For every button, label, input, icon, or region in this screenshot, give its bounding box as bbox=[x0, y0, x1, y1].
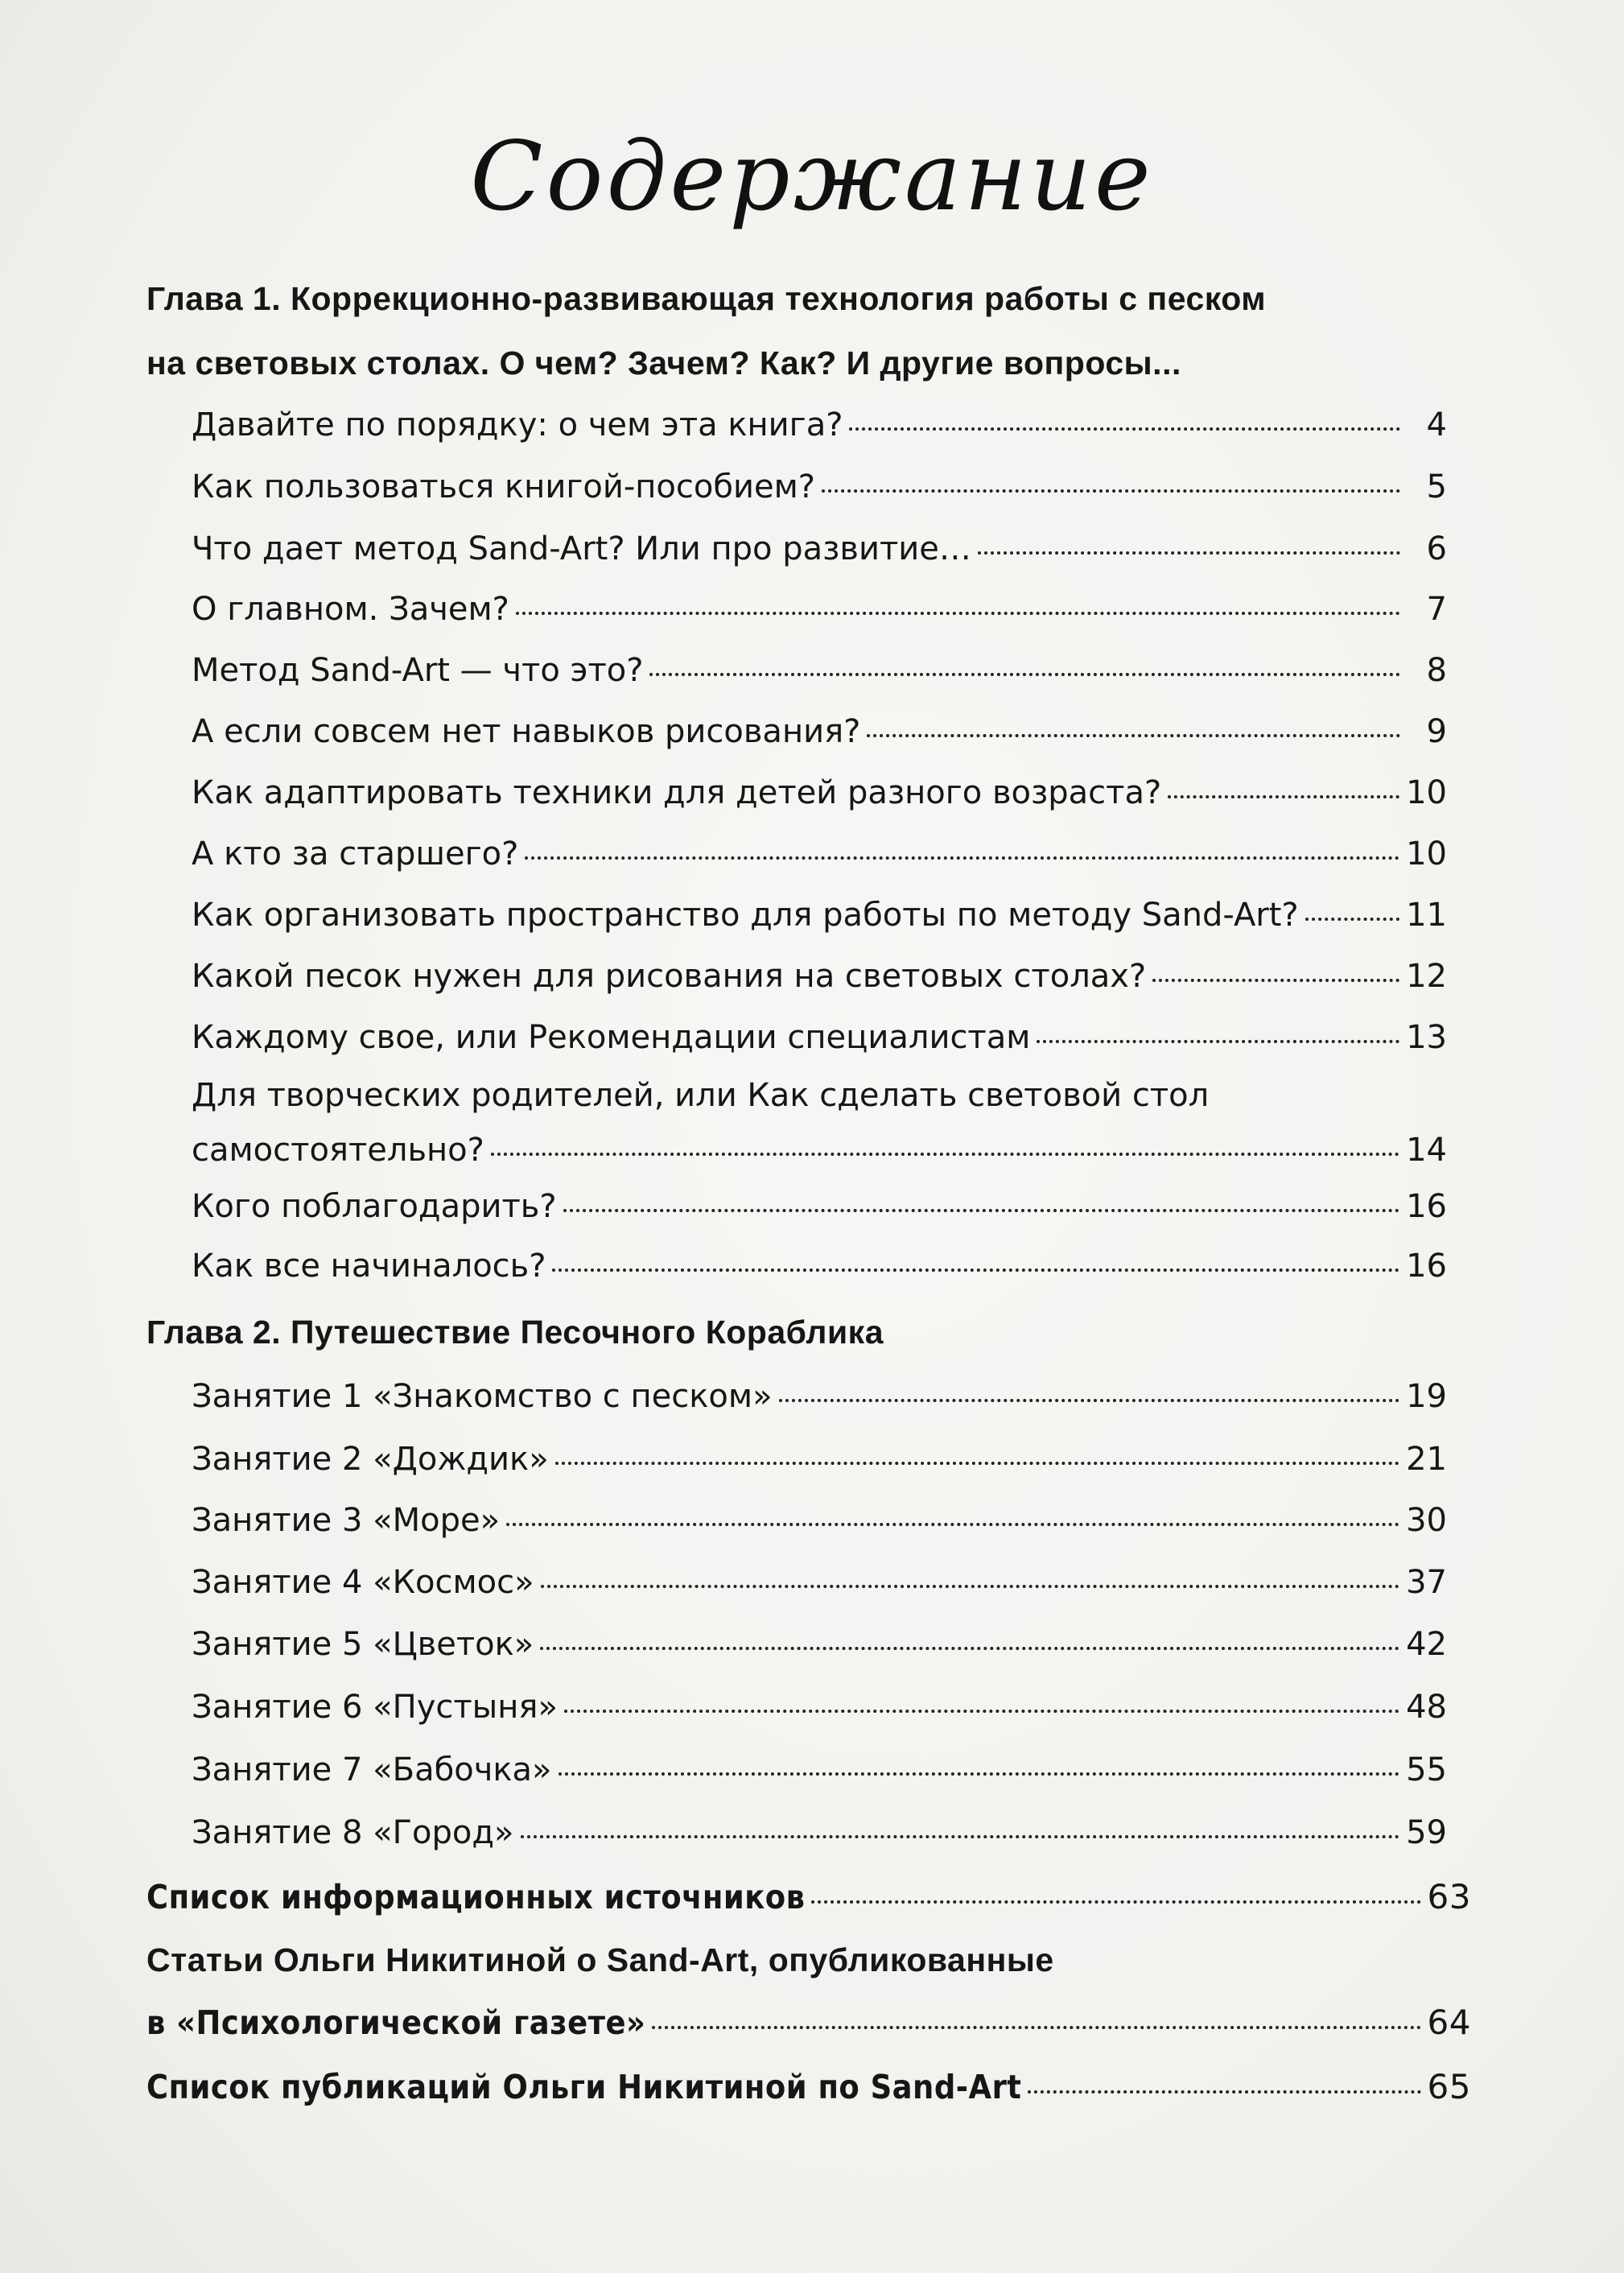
toc-entry-label: Каждому свое, или Рекомендации специалистам bbox=[192, 1019, 1031, 1056]
toc-entry[interactable] bbox=[192, 1626, 1447, 1663]
toc-entry-label-line-1[interactable]: Статьи Ольги Никитиной о Sand-Art, опубликованные bbox=[146, 1941, 1054, 1978]
toc-entry[interactable] bbox=[192, 774, 1447, 811]
leader-dots bbox=[1152, 979, 1399, 982]
leader-dots bbox=[555, 1462, 1399, 1465]
toc-entry[interactable] bbox=[192, 530, 1447, 567]
leader-dots bbox=[540, 1647, 1399, 1650]
toc-entry-page: 55 bbox=[1406, 1751, 1447, 1788]
leader-dots bbox=[1168, 795, 1399, 798]
toc-entry-label: Занятие 7 «Бабочка» bbox=[192, 1751, 552, 1788]
toc-entry-label: Занятие 2 «Дождик» bbox=[192, 1441, 549, 1478]
toc-entry[interactable] bbox=[192, 1132, 1447, 1169]
leader-dots bbox=[525, 856, 1399, 860]
toc-entry-label: Метод Sand-Art — что это? bbox=[192, 652, 644, 689]
chapter-1-heading-line-1: Глава 1. Коррекционно-развивающая технология работы с песком bbox=[146, 280, 1267, 317]
toc-entry[interactable] bbox=[192, 897, 1447, 934]
toc-entry[interactable] bbox=[192, 1751, 1447, 1788]
toc-entry[interactable] bbox=[192, 591, 1447, 628]
toc-entry-label: О главном. Зачем? bbox=[192, 591, 509, 628]
leader-dots bbox=[516, 612, 1400, 615]
toc-entry-page: 16 bbox=[1406, 1248, 1447, 1285]
toc-entry-label: Как адаптировать техники для детей разного возраста? bbox=[192, 774, 1162, 811]
toc-entry-label: Какой песок нужен для рисования на световых столах? bbox=[192, 958, 1147, 995]
leader-dots bbox=[849, 427, 1400, 431]
toc-entry-page: 30 bbox=[1406, 1502, 1447, 1539]
toc-entry-label: Список информационных источников bbox=[146, 1878, 806, 1916]
leader-dots bbox=[779, 1399, 1400, 1402]
chapter-2-heading[interactable]: Глава 2. Путешествие Песочного Кораблика bbox=[146, 1314, 884, 1351]
leader-dots bbox=[506, 1523, 1399, 1526]
toc-entry-page: 37 bbox=[1406, 1564, 1447, 1601]
toc-entry-page: 7 bbox=[1426, 591, 1447, 628]
toc-entry[interactable] bbox=[192, 958, 1447, 995]
toc-entry-page: 14 bbox=[1406, 1132, 1447, 1169]
toc-entry[interactable] bbox=[146, 2003, 1471, 2042]
toc-entry[interactable] bbox=[146, 1877, 1471, 1916]
toc-entry-page: 19 bbox=[1406, 1378, 1447, 1415]
toc-entry[interactable] bbox=[192, 1564, 1447, 1601]
toc-entry[interactable] bbox=[192, 406, 1447, 443]
toc-entry-page: 21 bbox=[1406, 1441, 1447, 1478]
toc-entry-label: Кого поблагодарить? bbox=[192, 1188, 557, 1225]
toc-entry-page: 12 bbox=[1406, 958, 1447, 995]
toc-entry[interactable] bbox=[192, 1689, 1447, 1726]
leader-dots bbox=[563, 1209, 1400, 1212]
leader-dots bbox=[652, 2026, 1420, 2029]
leader-dots bbox=[564, 1710, 1399, 1713]
toc-entry-label: А если совсем нет навыков рисования? bbox=[192, 713, 861, 750]
leader-dots bbox=[867, 734, 1400, 737]
toc-entry-page: 16 bbox=[1406, 1188, 1447, 1225]
leader-dots bbox=[822, 489, 1400, 493]
leader-dots bbox=[552, 1269, 1399, 1272]
page-title: Содержание bbox=[470, 121, 1154, 232]
chapter-1-heading-line-2: на световых столах. О чем? Зачем? Как? И другие вопросы... bbox=[146, 344, 1181, 382]
leader-dots bbox=[541, 1585, 1399, 1588]
toc-entry-page: 10 bbox=[1406, 835, 1447, 872]
toc-entry-page: 59 bbox=[1406, 1814, 1447, 1851]
toc-entry[interactable] bbox=[192, 713, 1447, 750]
toc-entry-label: Занятие 3 «Море» bbox=[192, 1502, 501, 1539]
toc-entry[interactable] bbox=[146, 2067, 1471, 2106]
leader-dots bbox=[1305, 918, 1399, 921]
leader-dots bbox=[649, 673, 1400, 676]
toc-entry[interactable] bbox=[192, 1248, 1447, 1285]
toc-entry-label: Давайте по порядку: о чем эта книга? bbox=[192, 406, 843, 443]
toc-entry[interactable] bbox=[192, 1441, 1447, 1478]
toc-entry-label: Занятие 4 «Космос» bbox=[192, 1564, 534, 1601]
toc-entry-page: 9 bbox=[1426, 713, 1447, 750]
toc-entry[interactable] bbox=[192, 1378, 1447, 1415]
toc-entry-page: 4 bbox=[1426, 406, 1447, 443]
toc-entry-label: в «Психологической газете» bbox=[146, 2003, 646, 2042]
toc-entry-label: Как организовать пространство для работы по методу Sand-Art? bbox=[192, 897, 1299, 934]
toc-entry-page: 5 bbox=[1426, 468, 1447, 505]
leader-dots bbox=[521, 1835, 1400, 1838]
toc-entry-label: Что дает метод Sand-Art? Или про развитие… bbox=[192, 530, 971, 567]
toc-entry-page: 42 bbox=[1406, 1626, 1447, 1663]
leader-dots bbox=[559, 1772, 1400, 1776]
toc-entry-label-line-1[interactable]: Для творческих родителей, или Как сделать световой стол bbox=[192, 1077, 1210, 1114]
toc-entry[interactable] bbox=[192, 1502, 1447, 1539]
toc-entry-label: А кто за старшего? bbox=[192, 835, 519, 872]
toc-entry-page: 64 bbox=[1427, 2003, 1471, 2042]
toc-entry-page: 11 bbox=[1406, 897, 1447, 934]
leader-dots bbox=[811, 1900, 1420, 1904]
toc-entry-label: самостоятельно? bbox=[192, 1132, 484, 1169]
toc-entry[interactable] bbox=[192, 652, 1447, 689]
toc-entry-page: 8 bbox=[1426, 652, 1447, 689]
leader-dots bbox=[1037, 1040, 1399, 1043]
leader-dots bbox=[978, 551, 1400, 555]
toc-entry-page: 48 bbox=[1406, 1689, 1447, 1726]
toc-entry-page: 10 bbox=[1406, 774, 1447, 811]
toc-entry-label: Как все начиналось? bbox=[192, 1248, 546, 1285]
toc-entry[interactable] bbox=[192, 1814, 1447, 1851]
toc-entry-page: 65 bbox=[1427, 2067, 1471, 2106]
toc-entry-label: Занятие 1 «Знакомство с песком» bbox=[192, 1378, 773, 1415]
toc-entry-page: 63 bbox=[1427, 1877, 1471, 1916]
toc-entry[interactable] bbox=[192, 1188, 1447, 1225]
toc-entry-label: Занятие 5 «Цветок» bbox=[192, 1626, 534, 1663]
toc-entry-label: Занятие 6 «Пустыня» bbox=[192, 1689, 558, 1726]
toc-entry-page: 6 bbox=[1426, 530, 1447, 567]
toc-entry[interactable] bbox=[192, 468, 1447, 505]
toc-entry-label: Как пользоваться книгой-пособием? bbox=[192, 468, 816, 505]
toc-entry-label: Занятие 8 «Город» bbox=[192, 1814, 514, 1851]
toc-entry[interactable] bbox=[192, 1019, 1447, 1056]
toc-entry-page: 13 bbox=[1406, 1019, 1447, 1056]
toc-entry-label: Список публикаций Ольги Никитиной по Sand-Art bbox=[146, 2068, 1022, 2106]
toc-entry[interactable] bbox=[192, 835, 1447, 872]
leader-dots bbox=[491, 1153, 1399, 1156]
leader-dots bbox=[1028, 2090, 1420, 2094]
